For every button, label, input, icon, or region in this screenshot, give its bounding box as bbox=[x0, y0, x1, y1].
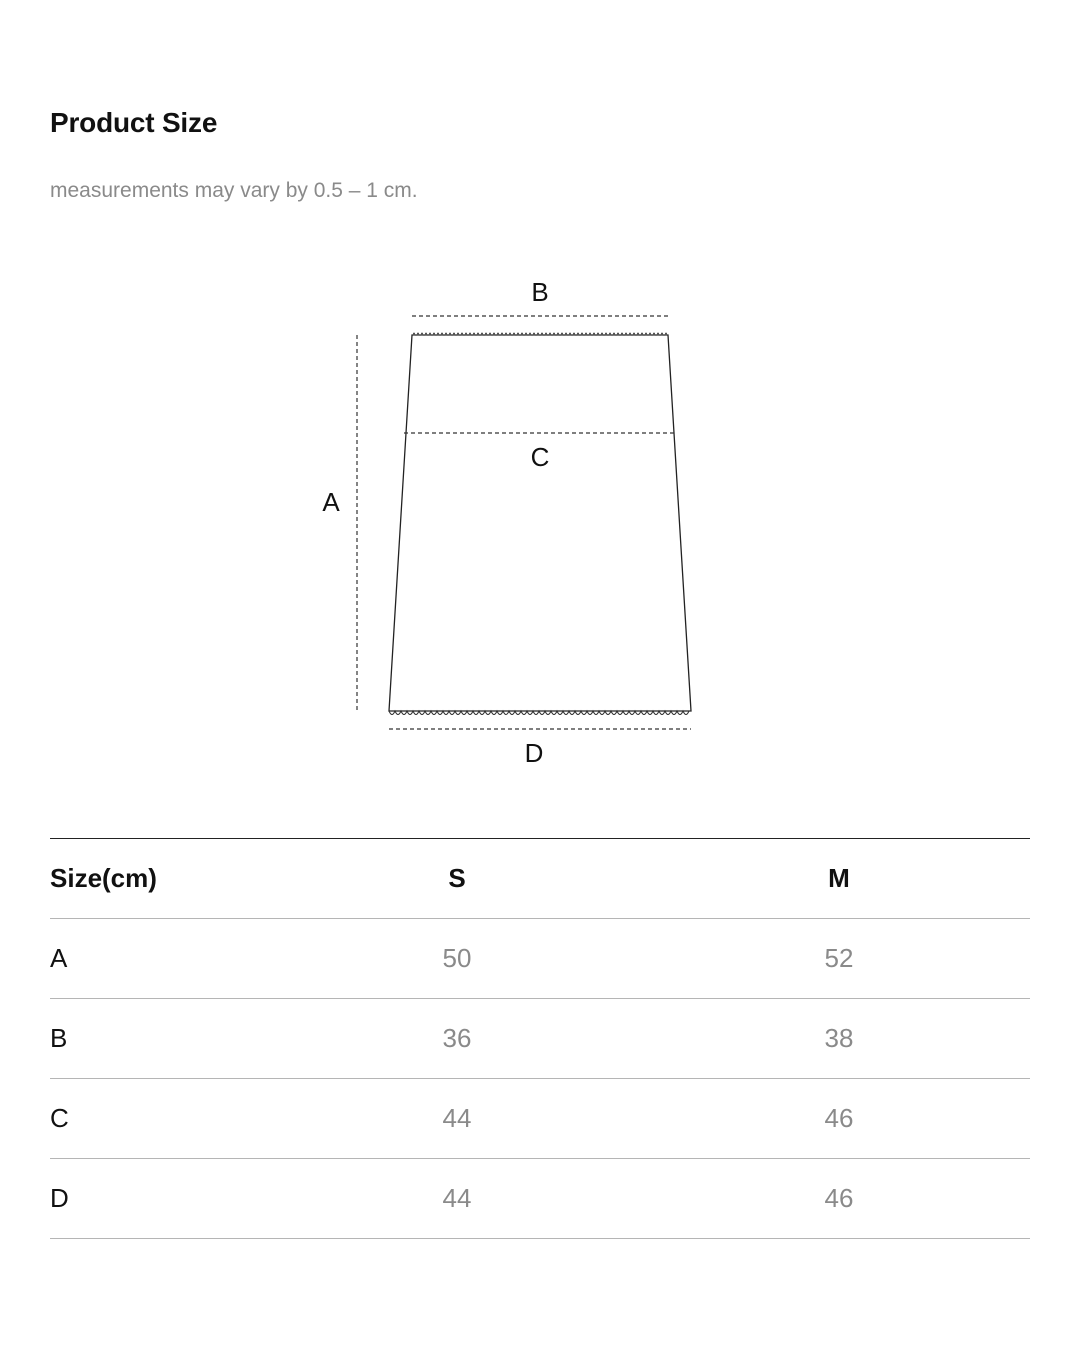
size-table bbox=[50, 838, 1030, 1239]
label-b: B bbox=[531, 277, 549, 307]
row-label: B bbox=[50, 999, 266, 1079]
cell-s: 44 bbox=[266, 1159, 648, 1239]
cell-s: 44 bbox=[266, 1079, 648, 1159]
cell-s: 50 bbox=[266, 919, 648, 999]
header-size: Size(cm) bbox=[50, 839, 266, 919]
measurement-note: measurements may vary by 0.5 – 1 cm. bbox=[50, 179, 418, 202]
table-header-row bbox=[50, 839, 1030, 919]
row-label: D bbox=[50, 1159, 266, 1239]
page-title: Product Size bbox=[50, 107, 218, 138]
cell-m: 46 bbox=[648, 1159, 1030, 1239]
row-label: A bbox=[50, 919, 266, 999]
header-m: M bbox=[648, 839, 1030, 919]
label-a: A bbox=[322, 487, 340, 517]
table-row bbox=[50, 1159, 1030, 1239]
cell-m: 46 bbox=[648, 1079, 1030, 1159]
label-d: D bbox=[524, 738, 544, 768]
skirt-outline bbox=[389, 335, 691, 711]
table-row bbox=[50, 1079, 1030, 1159]
header-s: S bbox=[266, 839, 648, 919]
table-row bbox=[50, 919, 1030, 999]
cell-m: 38 bbox=[648, 999, 1030, 1079]
cell-m: 52 bbox=[648, 919, 1030, 999]
table-row bbox=[50, 999, 1030, 1079]
label-c: C bbox=[530, 442, 550, 472]
cell-s: 36 bbox=[266, 999, 648, 1079]
row-label: C bbox=[50, 1079, 266, 1159]
